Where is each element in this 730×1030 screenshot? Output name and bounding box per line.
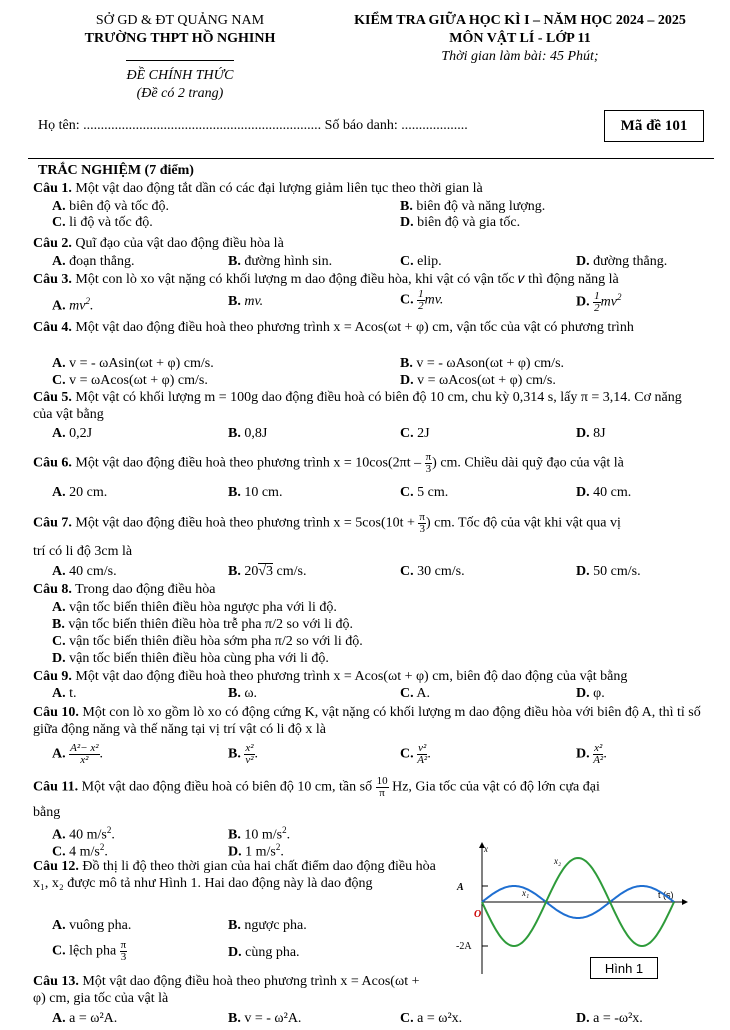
q6-option-d: D. 40 cm.: [576, 485, 632, 500]
figure-caption: Hình 1: [590, 957, 658, 979]
q5-option-a: A. 0,2J: [52, 426, 93, 441]
question-5: Câu 5. Một vật có khối lượng m = 100g dao động điều hoà có biên độ 10 cm, chu kỳ 0,314 s, lấy π = 3,14. Cơ năng của vật bằng: [33, 390, 682, 422]
q5-option-d: D. 8J: [576, 426, 606, 441]
q1-option-b: B. biên độ và năng lượng.: [400, 199, 546, 214]
q10-option-c: C. $\frac{\text{v²}}{\text{A²}}$ .: [400, 742, 431, 766]
divider: [28, 158, 714, 159]
question-11: Câu 11. Một vật dao động điều hoà có biên độ 10 cm, tần số $\frac{10}{\pi}$ Hz, Gia tốc của vật có độ lớn cựa đại: [33, 775, 600, 799]
q2-option-b: B. đường hình sin.: [228, 254, 333, 269]
q5-option-b: B. 0,8J: [228, 426, 268, 441]
time-axis-arrow: [682, 899, 688, 905]
q6-option-c: C. 5 cm.: [400, 485, 449, 500]
q8-option-d: D. vận tốc biến thiên điều hòa cùng pha với li độ.: [52, 651, 329, 666]
id-blank: ...................: [401, 118, 468, 133]
q6-option-a: A. 20 cm.: [52, 485, 108, 500]
header-right: [320, 12, 720, 66]
q2-option-c: C. elip.: [400, 254, 442, 269]
q11-option-a: A. 40 $m/s^2$.: [52, 825, 115, 843]
q1-option-d: D. biên độ và gia tốc.: [400, 215, 521, 230]
q11-option-c: C. 4 $m/s^2$.: [52, 842, 108, 860]
exam-title: KIỂM TRA GIỮA HỌC KÌ I – NĂM HỌC 2024 – 2025: [354, 13, 686, 28]
question-8: Câu 8. Trong dao động điều hòa: [33, 582, 216, 597]
student-info: [38, 118, 468, 134]
label-x1: x₁: [522, 888, 530, 898]
q11-option-d: D. 1 $m/s^2$.: [228, 842, 284, 860]
q8-option-c: C. vận tốc biến thiên điều hòa sớm pha π/2 so với li độ.: [52, 634, 363, 649]
exam-code: Mã đề 101: [604, 110, 704, 142]
q2-option-a: A. đoạn thẳng.: [52, 254, 135, 269]
label-neg-2a: -2A: [456, 941, 472, 952]
q12-option-d: D. cùng pha.: [228, 945, 300, 960]
q4-option-c: C. v = ωAcos(ωt + φ) cm/s.: [52, 373, 208, 388]
q9-option-a: A. t.: [52, 686, 77, 701]
q4-option-b: B. v = - ωAson(ωt + φ) cm/s.: [400, 356, 565, 371]
q6-option-b: B. 10 cm.: [228, 485, 283, 500]
q7-option-c: C. 30 cm/s.: [400, 564, 465, 579]
q13-option-c: C. a = ω²x.: [400, 1011, 463, 1026]
q10-option-b: B. $\frac{\text{x²}}{\text{v²}}$ .: [228, 742, 259, 766]
q12-option-a: A. vuông pha.: [52, 918, 132, 933]
q2-option-d: D. đường thẳng.: [576, 254, 668, 269]
q10-option-d: D. $\frac{\text{x²}}{\text{A²}}$ .: [576, 742, 607, 766]
q12-option-c: C. lệch pha $\frac{\pi}{3}$: [52, 939, 127, 963]
q9-option-c: C. A.: [400, 686, 430, 701]
q7-option-d: D. 50 cm/s.: [576, 564, 641, 579]
school-name: TRƯỜNG THPT HỒ NGHINH: [84, 31, 276, 46]
page-count: (Đề có 2 trang): [136, 86, 224, 101]
official-label: ĐỀ CHÍNH THỨC: [126, 60, 233, 85]
q13-option-d: D. a = -ω²x.: [576, 1011, 643, 1026]
question-2: Câu 2. Quĩ đạo của vật dao động điều hòa là: [33, 236, 284, 251]
question-10: Câu 10. Một con lò xo gồm lò xo có động cứng K, vật nặng có khối lượng m dao động điều hòa với biên độ A, thì tỉ số giữa động năng và thế năng tại vị trí vật có li độ x là: [33, 705, 701, 737]
label-x-axis: t (s): [658, 890, 674, 900]
label-a: A: [457, 882, 464, 893]
question-7: Câu 7. Một vật dao động điều hoà theo phương trình x = 5cos(10t + $\frac{\pi}{3}$ ) cm. Tốc độ của vật khi vật qua vị: [33, 511, 621, 535]
subject-title: MÔN VẬT LÍ - LỚP 11: [449, 31, 591, 46]
label-origin: O: [474, 909, 482, 920]
q3-option-c: C. $\frac{1}{2}$ mv.: [400, 288, 444, 312]
q5-option-c: C. 2J: [400, 426, 430, 441]
question-1: Câu 1. Một vật dao động tắt dần có các đại lượng giảm liên tục theo thời gian là: [33, 181, 483, 196]
question-7-line2: trí có li độ 3cm là: [33, 544, 133, 559]
label-y-axis: x: [484, 844, 488, 854]
name-label: Họ tên:: [38, 118, 84, 133]
question-6: Câu 6. Một vật dao động điều hoà theo phương trình x = 10cos(2πt – $\frac{\pi}{3}$ ) cm. Chiều dài quỹ đạo của vật là: [33, 451, 624, 475]
q7-option-a: A. 40 cm/s.: [52, 564, 117, 579]
time-limit: Thời gian làm bài: 45 Phút;: [441, 49, 599, 64]
question-4: Câu 4. Một vật dao động điều hoà theo phương trình x = Acos(ωt + φ) cm, vận tốc của vật có phương trình: [33, 320, 634, 335]
label-x2: x₂: [554, 856, 562, 866]
q11-option-b: B. 10 $m/s^2$.: [228, 825, 291, 843]
q13-option-a: A. a = ω²A.: [52, 1011, 118, 1026]
q3-option-a: A. $mv^2$.: [52, 296, 94, 314]
q9-option-d: D. φ.: [576, 686, 605, 701]
q3-option-d: D. $\frac{1}{2}$ $mv^2$: [576, 289, 622, 314]
name-blank: ....................................................................: [83, 118, 322, 133]
header-left: [60, 12, 300, 103]
question-11-line2: bằng: [33, 805, 61, 820]
q1-option-c: C. li độ và tốc độ.: [52, 215, 153, 230]
q8-option-a: A. vận tốc biến thiên điều hòa ngược pha với li độ.: [52, 600, 337, 615]
q4-option-a: A. v = - ωAsin(ωt + φ) cm/s.: [52, 356, 214, 371]
id-label: Số báo danh:: [321, 118, 402, 133]
q7-option-b: B. 20√3 cm/s.: [228, 564, 307, 579]
department: SỞ GD & ĐT QUẢNG NAM: [95, 13, 265, 28]
section-title: TRẮC NGHIỆM (7 điểm): [38, 163, 194, 178]
q8-option-b: B. vận tốc biến thiên điều hòa trễ pha π/2 so với li độ.: [52, 617, 354, 632]
question-12: Câu 12. Đồ thị li độ theo thời gian của hai chất điểm dao động điều hòa x₁, x₂ được mô tả như Hình 1. Hai dao động này là dao động: [33, 859, 436, 891]
question-13: Câu 13. Một vật dao động điều hoà theo phương trình x = Acos(ωt + φ) cm, gia tốc của vật là: [33, 974, 420, 1006]
q13-option-b: B. v = - ω²A.: [228, 1011, 302, 1026]
q1-option-a: A. biên độ và tốc độ.: [52, 199, 170, 214]
q3-option-b: B. mv.: [228, 294, 264, 309]
question-3: Câu 3. Một con lò xo vật nặng có khối lượng m dao động điều hòa, khi vật có vận tốc 𝑣 thì động năng là: [33, 272, 619, 287]
question-9: Câu 9. Một vật dao động điều hoà theo phương trình x = Acos(ωt + φ) cm, biên độ dao động của vật bằng: [33, 669, 628, 684]
q12-option-b: B. ngược pha.: [228, 918, 307, 933]
q10-option-a: A. $\frac{\text{A²− x²}}{\text{x²}}$ .: [52, 742, 103, 766]
q4-option-d: D. v = ωAcos(ωt + φ) cm/s.: [400, 373, 556, 388]
q9-option-b: B. ω.: [228, 686, 258, 701]
